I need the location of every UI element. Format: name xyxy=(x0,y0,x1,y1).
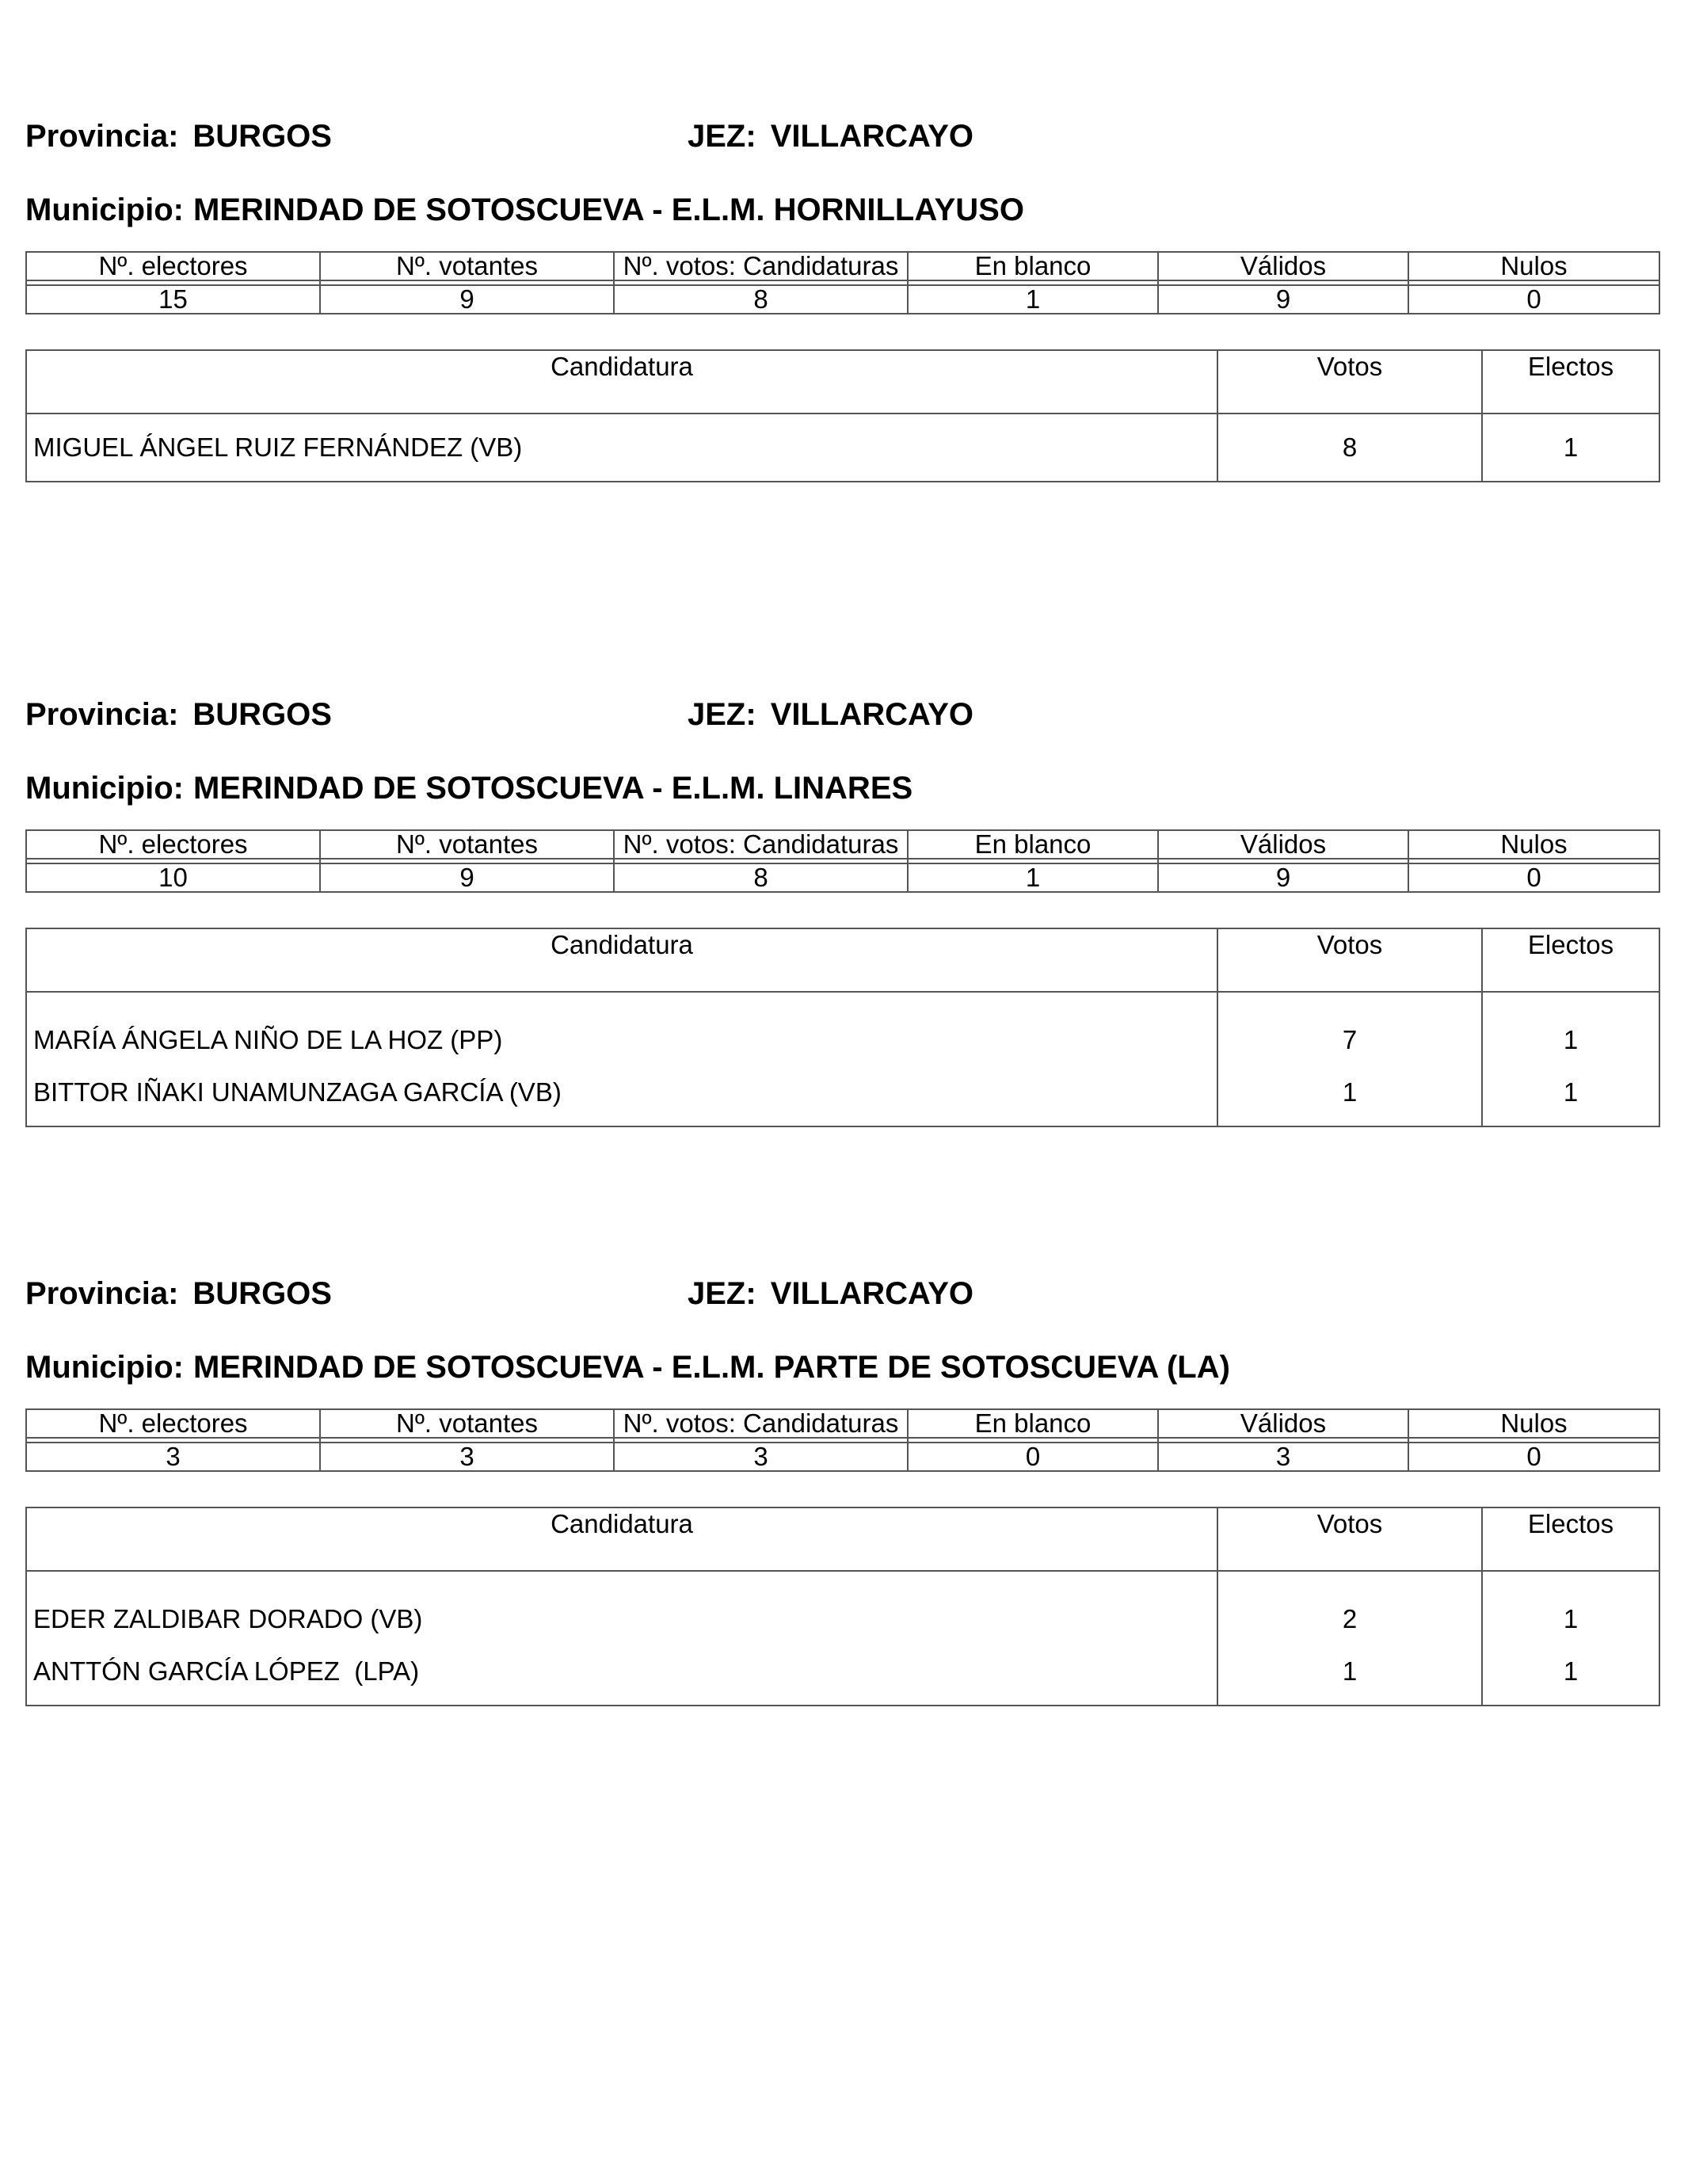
candidates-header-electos: Electos xyxy=(1482,1507,1659,1571)
stats-header-electores: Nº. electores xyxy=(26,830,320,859)
stats-header-row xyxy=(26,830,1659,859)
stats-value-row xyxy=(26,285,1659,314)
provincia-value: BURGOS xyxy=(192,119,332,154)
municipio-value: MERINDAD DE SOTOSCUEVA - E.L.M. LINARES xyxy=(192,771,913,806)
municipio-label: Municipio: xyxy=(25,192,184,227)
province-row xyxy=(25,695,1659,734)
stats-header-votos-candidaturas: Nº. votos: Candidaturas xyxy=(614,252,908,280)
jez-field xyxy=(688,1274,973,1313)
stats-header-en-blanco: En blanco xyxy=(908,1409,1158,1438)
candidate-votos: 8 xyxy=(1217,414,1482,482)
provincia-label: Provincia: xyxy=(25,119,179,154)
candidate-name: MARÍA ÁNGELA NIÑO DE LA HOZ (PP) xyxy=(26,992,1217,1059)
stats-header-votos-candidaturas: Nº. votos: Candidaturas xyxy=(614,830,908,859)
stats-header-votantes: Nº. votantes xyxy=(320,1409,614,1438)
candidate-name: EDER ZALDIBAR DORADO (VB) xyxy=(26,1571,1217,1638)
candidate-name: ANTTÓN GARCÍA LÓPEZ (LPA) xyxy=(26,1638,1217,1706)
jez-label: JEZ: xyxy=(688,119,756,154)
stats-header-nulos: Nulos xyxy=(1408,830,1659,859)
municipio-row xyxy=(25,768,912,808)
province-row xyxy=(25,1274,1659,1313)
candidate-electos: 1 xyxy=(1482,414,1659,482)
stats-value-row xyxy=(26,863,1659,892)
stats-header-nulos: Nulos xyxy=(1408,252,1659,280)
stats-header-nulos: Nulos xyxy=(1408,1409,1659,1438)
candidates-header-row xyxy=(26,928,1659,992)
provincia-field xyxy=(25,1274,332,1313)
stats-value-en-blanco: 1 xyxy=(908,863,1158,892)
candidate-name: MIGUEL ÁNGEL RUIZ FERNÁNDEZ (VB) xyxy=(26,414,1217,482)
stats-header-en-blanco: En blanco xyxy=(908,252,1158,280)
provincia-field xyxy=(25,116,332,156)
jez-value: VILLARCAYO xyxy=(770,1276,974,1311)
candidates-header-votos: Votos xyxy=(1217,350,1482,414)
stats-value-nulos: 0 xyxy=(1408,285,1659,314)
candidate-votos: 2 xyxy=(1217,1571,1482,1638)
candidate-name: BITTOR IÑAKI UNAMUNZAGA GARCÍA (VB) xyxy=(26,1059,1217,1126)
stats-header-electores: Nº. electores xyxy=(26,252,320,280)
candidate-row xyxy=(26,1571,1659,1638)
stats-header-validos: Válidos xyxy=(1158,252,1408,280)
provincia-value: BURGOS xyxy=(192,697,332,732)
candidates-header-electos: Electos xyxy=(1482,350,1659,414)
candidate-row xyxy=(26,1059,1659,1126)
stats-value-validos: 9 xyxy=(1158,285,1408,314)
candidate-electos: 1 xyxy=(1482,992,1659,1059)
stats-value-nulos: 0 xyxy=(1408,1443,1659,1471)
stats-header-row xyxy=(26,252,1659,280)
provincia-value: BURGOS xyxy=(192,1276,332,1311)
stats-value-validos: 3 xyxy=(1158,1443,1408,1471)
municipio-value: MERINDAD DE SOTOSCUEVA - E.L.M. PARTE DE SOTOSCUEVA (LA) xyxy=(192,1350,1230,1385)
stats-table xyxy=(25,1408,1660,1472)
candidates-header-candidatura: Candidatura xyxy=(26,928,1217,992)
provincia-label: Provincia: xyxy=(25,1276,179,1311)
stats-value-votantes: 9 xyxy=(320,285,614,314)
stats-value-votos-candidaturas: 8 xyxy=(614,863,908,892)
municipio-row xyxy=(25,190,1024,230)
candidates-header-row xyxy=(26,350,1659,414)
provincia-label: Provincia: xyxy=(25,697,179,732)
candidate-votos: 1 xyxy=(1217,1059,1482,1126)
stats-value-en-blanco: 1 xyxy=(908,285,1158,314)
jez-value: VILLARCAYO xyxy=(770,119,974,154)
candidates-header-candidatura: Candidatura xyxy=(26,1507,1217,1571)
candidate-electos: 1 xyxy=(1482,1059,1659,1126)
stats-header-votos-candidaturas: Nº. votos: Candidaturas xyxy=(614,1409,908,1438)
stats-value-votantes: 9 xyxy=(320,863,614,892)
candidate-row xyxy=(26,414,1659,482)
candidates-header-votos: Votos xyxy=(1217,928,1482,992)
jez-label: JEZ: xyxy=(688,1276,756,1311)
stats-value-electores: 10 xyxy=(26,863,320,892)
municipio-row xyxy=(25,1347,1230,1387)
candidates-table xyxy=(25,1507,1660,1706)
stats-header-votantes: Nº. votantes xyxy=(320,252,614,280)
jez-value: VILLARCAYO xyxy=(770,697,974,732)
stats-value-validos: 9 xyxy=(1158,863,1408,892)
stats-value-row xyxy=(26,1443,1659,1471)
candidates-header-row xyxy=(26,1507,1659,1571)
jez-field xyxy=(688,116,973,156)
stats-header-validos: Válidos xyxy=(1158,830,1408,859)
stats-value-electores: 15 xyxy=(26,285,320,314)
stats-value-electores: 3 xyxy=(26,1443,320,1471)
stats-table xyxy=(25,829,1660,893)
province-row xyxy=(25,116,1659,156)
candidate-votos: 1 xyxy=(1217,1638,1482,1706)
stats-value-en-blanco: 0 xyxy=(908,1443,1158,1471)
municipio-label: Municipio: xyxy=(25,1350,184,1385)
candidates-header-electos: Electos xyxy=(1482,928,1659,992)
candidate-electos: 1 xyxy=(1482,1571,1659,1638)
stats-value-nulos: 0 xyxy=(1408,863,1659,892)
stats-header-row xyxy=(26,1409,1659,1438)
candidate-row xyxy=(26,992,1659,1059)
candidate-votos: 7 xyxy=(1217,992,1482,1059)
stats-header-en-blanco: En blanco xyxy=(908,830,1158,859)
jez-label: JEZ: xyxy=(688,697,756,732)
candidates-table xyxy=(25,928,1660,1127)
stats-value-votos-candidaturas: 8 xyxy=(614,285,908,314)
provincia-field xyxy=(25,695,332,734)
candidate-electos: 1 xyxy=(1482,1638,1659,1706)
stats-value-votos-candidaturas: 3 xyxy=(614,1443,908,1471)
stats-value-votantes: 3 xyxy=(320,1443,614,1471)
candidates-header-votos: Votos xyxy=(1217,1507,1482,1571)
candidates-header-candidatura: Candidatura xyxy=(26,350,1217,414)
jez-field xyxy=(688,695,973,734)
stats-header-votantes: Nº. votantes xyxy=(320,830,614,859)
candidate-row xyxy=(26,1638,1659,1706)
stats-table xyxy=(25,251,1660,314)
stats-header-electores: Nº. electores xyxy=(26,1409,320,1438)
municipio-value: MERINDAD DE SOTOSCUEVA - E.L.M. HORNILLAYUSO xyxy=(192,192,1024,227)
municipio-label: Municipio: xyxy=(25,771,184,806)
stats-header-validos: Válidos xyxy=(1158,1409,1408,1438)
candidates-table xyxy=(25,349,1660,482)
